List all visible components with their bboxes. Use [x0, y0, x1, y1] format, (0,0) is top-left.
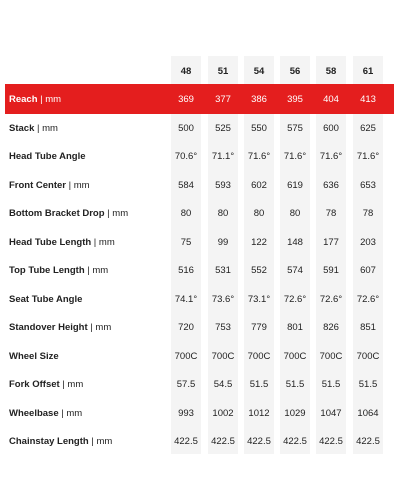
value-cell: 72.6° — [319, 293, 343, 305]
table-row — [5, 314, 394, 343]
row-unit: | mm — [58, 407, 83, 419]
value-cell: 78 — [362, 208, 374, 220]
value-cell: 71.1° — [211, 151, 235, 163]
table-row — [5, 84, 394, 114]
value-cell: 826 — [323, 322, 339, 334]
row-label: Head Tube Angle — [9, 151, 86, 163]
value-cell: 422.5 — [319, 436, 343, 448]
value-cell: 653 — [360, 179, 376, 191]
value-cell: 575 — [287, 122, 303, 134]
value-cell: 80 — [180, 208, 192, 220]
value-cell: 75 — [180, 236, 192, 248]
row-label: Front Center | mm — [9, 179, 90, 191]
value-cell: 753 — [215, 322, 231, 334]
size-header-cell: 51 — [217, 66, 229, 77]
value-cell: 700C — [356, 350, 380, 362]
size-header-cell: 61 — [362, 66, 374, 77]
value-cell: 552 — [251, 265, 267, 277]
value-cell: 1029 — [284, 407, 306, 419]
value-cell: 574 — [287, 265, 303, 277]
value-cell: 122 — [251, 236, 267, 248]
row-unit: | mm — [87, 322, 112, 334]
value-cell: 1012 — [248, 407, 270, 419]
table-row — [5, 399, 394, 428]
value-cell: 80 — [217, 208, 229, 220]
value-cell: 51.5 — [285, 379, 305, 391]
value-cell: 71.6° — [283, 151, 307, 163]
value-cell: 591 — [323, 265, 339, 277]
value-cell: 625 — [360, 122, 376, 134]
table-row — [5, 257, 394, 286]
value-cell: 369 — [178, 93, 194, 105]
table-row — [5, 171, 394, 200]
value-cell: 73.1° — [247, 293, 271, 305]
geometry-table — [5, 56, 394, 456]
value-cell: 720 — [178, 322, 194, 334]
value-cell: 71.6° — [319, 151, 343, 163]
table-row — [5, 200, 394, 229]
value-cell: 636 — [323, 179, 339, 191]
row-label: Seat Tube Angle — [9, 293, 83, 305]
table-row — [5, 143, 394, 172]
table-row — [5, 285, 394, 314]
value-cell: 395 — [287, 93, 303, 105]
value-cell: 377 — [215, 93, 231, 105]
value-cell: 500 — [178, 122, 194, 134]
value-cell: 422.5 — [283, 436, 307, 448]
table-row — [5, 228, 394, 257]
value-cell: 700C — [319, 350, 343, 362]
value-cell: 70.6° — [174, 151, 198, 163]
row-label: Bottom Bracket Drop | mm — [9, 208, 129, 220]
row-unit: | mm — [91, 236, 115, 248]
value-cell: 148 — [287, 236, 303, 248]
value-cell: 73.6° — [211, 293, 235, 305]
row-unit: | mm — [34, 122, 58, 134]
row-label: Chainstay Length | mm — [9, 436, 113, 448]
value-cell: 404 — [323, 93, 339, 105]
value-cell: 1002 — [212, 407, 234, 419]
value-cell: 72.6° — [283, 293, 307, 305]
row-unit: | mm — [88, 436, 113, 448]
value-cell: 602 — [251, 179, 267, 191]
value-cell: 51.5 — [249, 379, 269, 391]
size-header-cell: 48 — [180, 66, 192, 77]
value-cell: 1064 — [357, 407, 379, 419]
value-cell: 422.5 — [356, 436, 380, 448]
value-cell: 422.5 — [174, 436, 198, 448]
value-cell: 700C — [283, 350, 307, 362]
value-cell: 57.5 — [176, 379, 196, 391]
row-label: Head Tube Length | mm — [9, 236, 115, 248]
row-label: Wheelbase | mm — [9, 407, 83, 419]
table-row — [5, 428, 394, 457]
value-cell: 422.5 — [247, 436, 271, 448]
value-cell: 531 — [215, 265, 231, 277]
value-cell: 99 — [217, 236, 229, 248]
value-cell: 700C — [211, 350, 235, 362]
row-unit: | mm — [104, 208, 129, 220]
table-row — [5, 342, 394, 371]
value-cell: 993 — [178, 407, 194, 419]
size-header-row — [5, 56, 394, 84]
row-unit: | mm — [66, 179, 90, 191]
table-row — [5, 371, 394, 400]
value-cell: 71.6° — [356, 151, 380, 163]
value-cell: 851 — [360, 322, 376, 334]
value-cell: 700C — [247, 350, 271, 362]
value-cell: 593 — [215, 179, 231, 191]
value-cell: 78 — [325, 208, 337, 220]
value-cell: 71.6° — [247, 151, 271, 163]
row-unit: | mm — [84, 265, 109, 277]
size-header-cell: 54 — [253, 66, 265, 77]
value-cell: 51.5 — [321, 379, 341, 391]
value-cell: 584 — [178, 179, 194, 191]
size-header-cell: 58 — [325, 66, 337, 77]
value-cell: 51.5 — [358, 379, 378, 391]
value-cell: 177 — [323, 236, 339, 248]
value-cell: 80 — [253, 208, 265, 220]
value-cell: 80 — [289, 208, 301, 220]
value-cell: 74.1° — [174, 293, 198, 305]
value-cell: 516 — [178, 265, 194, 277]
value-cell: 72.6° — [356, 293, 380, 305]
value-cell: 700C — [174, 350, 198, 362]
value-cell: 801 — [287, 322, 303, 334]
value-cell: 1047 — [320, 407, 342, 419]
row-label: Wheel Size — [9, 350, 59, 362]
row-label: Reach | mm — [9, 93, 62, 105]
value-cell: 413 — [360, 93, 376, 105]
row-unit: | mm — [59, 379, 84, 391]
value-cell: 525 — [215, 122, 231, 134]
value-cell: 203 — [360, 236, 376, 248]
value-cell: 619 — [287, 179, 303, 191]
row-label: Fork Offset | mm — [9, 379, 84, 391]
value-cell: 550 — [251, 122, 267, 134]
value-cell: 779 — [251, 322, 267, 334]
value-cell: 422.5 — [211, 436, 235, 448]
row-label: Stack | mm — [9, 122, 58, 134]
value-cell: 54.5 — [213, 379, 233, 391]
value-cell: 607 — [360, 265, 376, 277]
value-cell: 386 — [251, 93, 267, 105]
row-label: Top Tube Length | mm — [9, 265, 109, 277]
row-unit: | mm — [37, 93, 62, 105]
size-header-cell: 56 — [289, 66, 301, 77]
table-row — [5, 114, 394, 143]
value-cell: 600 — [323, 122, 339, 134]
row-label: Standover Height | mm — [9, 322, 112, 334]
